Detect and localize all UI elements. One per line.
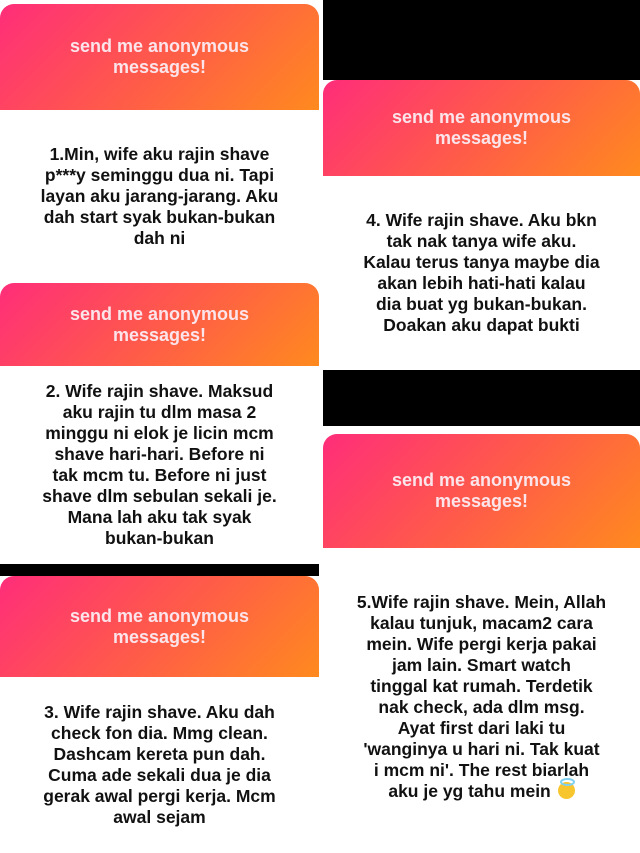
card-4-message: 4. Wife rajin shave. Aku bkn tak nak tanya wife aku. Kalau terus tanya maybe dia akan lebih hati-hati kalau dia buat yg bukan-bukan. Doakan aku dapat bukti — [363, 210, 600, 335]
card-4-body — [323, 176, 640, 370]
black-bar-top — [323, 0, 640, 80]
card-4-header — [323, 80, 640, 176]
card-2-header-text: send me anonymous messages! — [69, 303, 250, 345]
card-3-header-text: send me anonymous messages! — [69, 605, 250, 647]
card-2-message: 2. Wife rajin shave. Maksud aku rajin tu dlm masa 2 minggu ni elok je licin mcm shave hari-hari. Before ni tak mcm tu. Before ni just shave dlm sebulan sekali je. Mana lah aku tak syak bukan-bukan — [42, 381, 277, 548]
card-3-body — [0, 677, 319, 853]
card-5-header-text: send me anonymous messages! — [391, 470, 572, 511]
card-2-header — [0, 283, 319, 366]
card-1-header-text: send me anonymous messages! — [69, 36, 250, 77]
card-5-body — [323, 568, 640, 853]
black-bar-middle — [323, 370, 640, 426]
card-4-header-text: send me anonymous messages! — [391, 107, 572, 148]
black-separator — [0, 564, 319, 576]
smiling-face-with-halo-icon — [558, 782, 575, 799]
card-1-message: 1.Min, wife aku rajin shave p***y seminggu dua ni. Tapi layan aku jarang-jarang. Aku dah start syak bukan-bukan dah ni — [40, 144, 279, 248]
card-5-message-wrap — [357, 592, 606, 802]
card-3-message: 3. Wife rajin shave. Aku dah check fon dia. Mmg clean. Dashcam kereta pun dah. Cuma ade sekali dua je dia gerak awal pergi kerja. Mcm awal sejam — [43, 702, 276, 827]
left-column — [0, 0, 319, 853]
card-2-body — [0, 366, 319, 564]
card-5-message: 5.Wife rajin shave. Mein, Allah kalau tunjuk, macam2 cara mein. Wife pergi kerja pakai jam lain. Smart watch tinggal kat rumah. Terdetik nak check, ada dlm msg. Ayat first dari laki tu 'wanginya u hari ni. Tak kuat i mcm ni'. The rest biarlah aku je yg tahu mein — [356, 592, 607, 801]
card-1-body — [0, 110, 319, 283]
card-5-header — [323, 434, 640, 548]
card-1-header — [0, 4, 319, 110]
card-3-header — [0, 576, 319, 677]
right-column — [323, 0, 640, 853]
